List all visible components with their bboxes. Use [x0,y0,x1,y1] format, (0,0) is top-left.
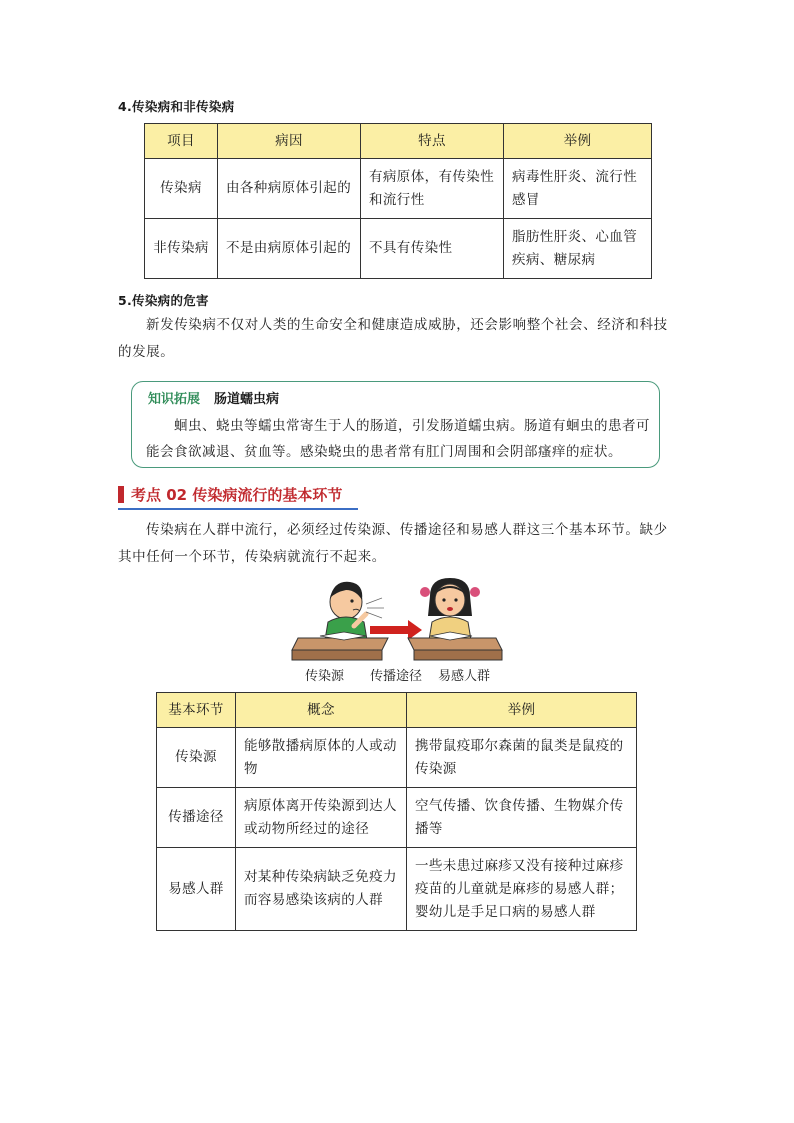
basic-links-table [156,692,637,931]
heading-underline [118,508,358,510]
cell: 有病原体，有传染性和流行性 [361,159,504,219]
header-feature: 特点 [361,124,504,159]
cell: 传播途径 [157,788,236,848]
cell: 一些未患过麻疹又没有接种过麻疹疫苗的儿童就是麻疹的易感人群；婴幼儿是手足口病的易感人群 [407,848,637,931]
infectious-vs-noninfectious-table [144,123,652,279]
label-route: 传播途径 [370,669,423,684]
knowledge-title: 肠道蠕虫病 [214,392,280,407]
section-4-heading: 4.传染病和非传染病 [118,99,235,114]
transmission-arrow [370,620,422,640]
cell: 能够散播病原体的人或动物 [236,728,407,788]
table-header-row [145,124,652,159]
cell: 携带鼠疫耶尔森菌的鼠类是鼠疫的传染源 [407,728,637,788]
section-kp02-title: 考点 02 传染病流行的基本环节 [131,486,343,504]
header-concept: 概念 [236,693,407,728]
cell: 空气传播、饮食传播、生物媒介传播等 [407,788,637,848]
table-row [145,219,652,279]
table-header-row [157,693,637,728]
cell: 病原体离开传染源到达人或动物所经过的途径 [236,788,407,848]
cell: 由各种病原体引起的 [218,159,361,219]
cell: 脂肪性肝炎、心血管疾病、糖尿病 [504,219,652,279]
knowledge-extension-box [131,381,660,468]
table-row [157,788,637,848]
cell: 不具有传染性 [361,219,504,279]
spray-lines [366,598,384,618]
section-5-heading: 5.传染病的危害 [118,293,209,308]
cell: 非传染病 [145,219,218,279]
table-row [157,848,637,931]
label-source: 传染源 [305,669,345,684]
header-item: 项目 [145,124,218,159]
table-row [145,159,652,219]
cell: 传染病 [145,159,218,219]
heading-marker [118,486,124,503]
cell: 易感人群 [157,848,236,931]
box-title [148,388,279,407]
cell: 不是由病原体引起的 [218,219,361,279]
intro-paragraph: 传染病在人群中流行，必须经过传染源、传播途径和易感人群这三个基本环节。缺少其中任何一个环节，传染病就流行不起来。 [118,522,668,565]
header-example: 举例 [504,124,652,159]
header-cause: 病因 [218,124,361,159]
cell: 病毒性肝炎、流行性感冒 [504,159,652,219]
table-row [157,728,637,788]
cell: 传染源 [157,728,236,788]
knowledge-text: 蛔虫、蛲虫等蠕虫常寄生于人的肠道，引发肠道蠕虫病。肠道有蛔虫的患者可能会食欲减退、贫血等。感染蛲虫的患者常有肛门周围和会阴部瘙痒的症状。 [146,418,650,460]
header-link: 基本环节 [157,693,236,728]
cell: 对某种传染病缺乏免疫力而容易感染该病的人群 [236,848,407,931]
section-5-paragraph: 新发传染病不仅对人类的生命安全和健康造成威胁，还会影响整个社会、经济和科技的发展。 [118,317,668,360]
knowledge-tag: 知识拓展 [148,392,201,407]
label-susceptible: 易感人群 [438,669,491,684]
header-example: 举例 [407,693,637,728]
